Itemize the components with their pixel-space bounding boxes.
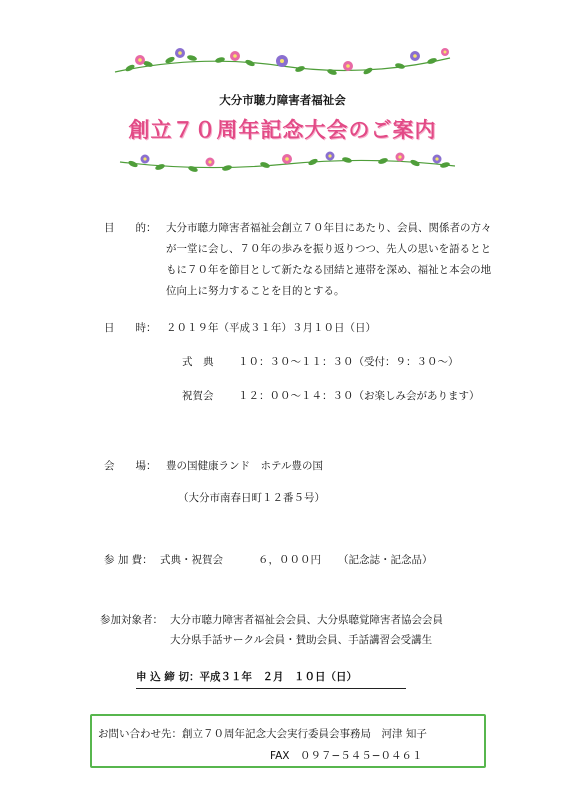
eligible-line-1: 大分市聴力障害者福祉会会員、大分県聴覚障害者協会会員 [170,614,443,626]
purpose-text: 大分市聴力障害者福祉会創立７０年目にあたり、会員、関係者の方々が一堂に会し、７０年の歩みを振り返りつつ、先人の思いを語るとともに７０年を節目として新たなる団結と連帯を深め、福祉と本会の地位向上に努力することを目的とする。 [166,222,492,297]
event-date: ２０１９年（平成３１年）３月１０日（日） [166,322,376,334]
fee-label: 参 加 費： [104,554,153,566]
ceremony-label: 式 典 [182,356,214,368]
application-deadline: 申 込 締 切：平成３１年 ２月 １０日（日） [136,668,406,689]
fee-items: 式典・祝賀会 [160,554,223,566]
venue-address: （大分市南春日町１２番５号） [178,492,325,504]
organization-name: 大分市聴力障害者福祉会 [219,93,346,107]
contact-box [90,714,486,768]
page-title: 創立７０周年記念大会のご案内 [128,118,437,142]
eligible-line-2: 大分県手話サークル会員・賛助会員、手話講習会受講生 [170,634,433,646]
venue-label: 会 場： [104,460,157,472]
datetime-label: 日 時： [104,322,157,334]
purpose-label: 目 的： [104,222,157,234]
fee-note: （記念誌・記念品） [338,554,433,566]
contact-fax: FAX ０９７−５４５−０４６１ [270,750,423,762]
eligible-label: 参加対象者： [100,614,163,626]
top-flower-garland-icon [110,44,455,84]
party-label: 祝賀会 [182,390,214,402]
bottom-flower-garland-icon [115,150,460,180]
party-time: １２：００〜１４：３０（お楽しみ会があります） [238,390,480,402]
venue-name: 豊の国健康ランド ホテル豊の国 [166,460,323,472]
fee-amount: ６，０００円 [258,554,321,566]
ceremony-time: １０：３０〜１１：３０（受付：９：３０〜） [238,356,459,368]
contact-line-1: お問い合わせ先：創立７０周年記念大会実行委員会事務局 河津 知子 [98,728,427,740]
